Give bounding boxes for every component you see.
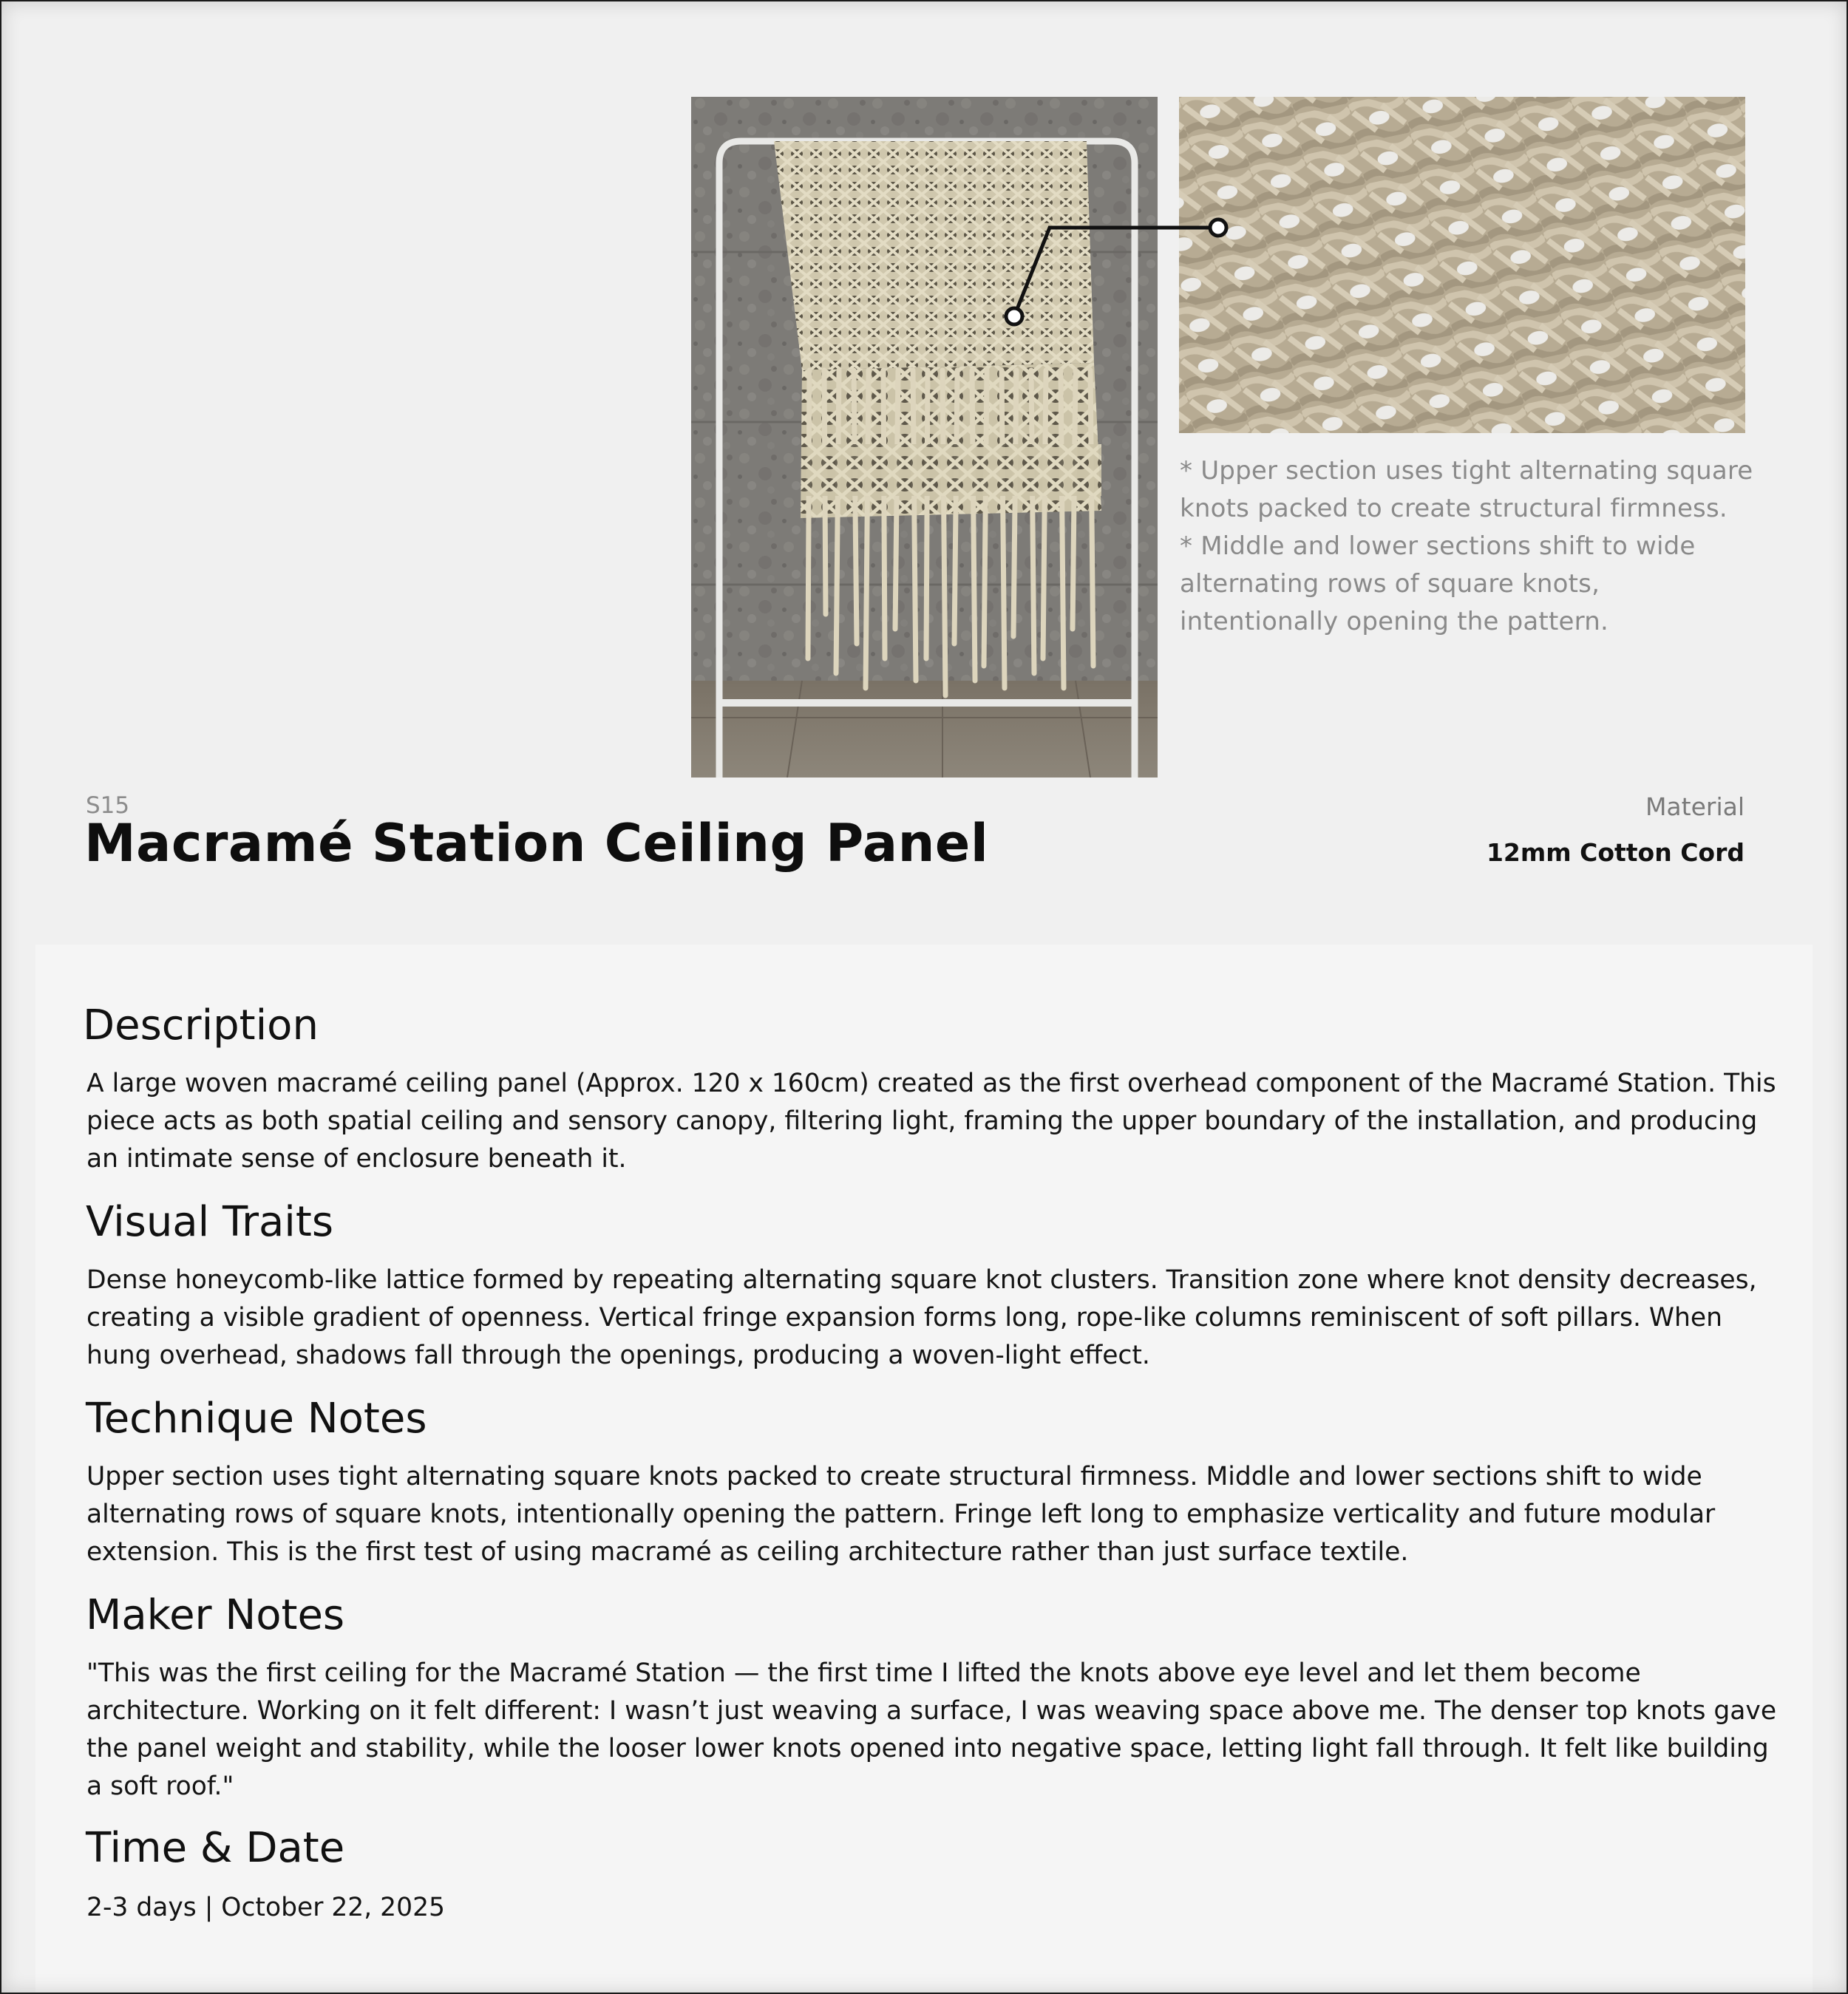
visual-traits-body: Dense honeycomb-like lattice formed by repeating alternating square knot clusters. Transition zone where knot density decreases, creating a visible gradient of openness. Vertical fringe expansion forms long, rope-like columns reminiscent of soft pillars. When hung overhead, shadows fall through the openings, producing a woven-light effect. — [86, 1265, 1757, 1370]
technique-notes-heading: Technique Notes — [86, 1395, 427, 1443]
item-code: S15 — [86, 792, 130, 819]
maker-notes-body: "This was the first ceiling for the Macramé Station — the first time I lifted the knots above eye level and let them become architecture. Working on it felt different: I wasn’t just weaving a surface, I was weaving space above me. The denser top knots gave the panel weight and stability, while the looser lower knots opened into negative space, letting light fall through. It felt like building a soft roof." — [86, 1658, 1777, 1801]
material-value: 12mm Cotton Cord — [1486, 838, 1745, 867]
macrame-panel-photo — [691, 97, 1158, 777]
knot-detail-photo — [1179, 97, 1745, 433]
description-body: A large woven macramé ceiling panel (Approx. 120 x 160cm) created as the first overhead component of the Macramé Station. This piece acts as both spatial ceiling and sensory canopy, filtering light, framing the upper boundary of the installation, and producing an intimate sense of enclosure beneath it. — [86, 1069, 1776, 1174]
visual-traits-heading: Visual Traits — [86, 1198, 333, 1246]
description-heading: Description — [83, 1001, 319, 1049]
technique-notes-body: Upper section uses tight alternating square knots packed to create structural firmness. Middle and lower sections shift to wide alternating rows of square knots, intentionally opening the pattern. Fringe left long to emphasize verticality and future modular extension. This is the first test of using macramé as ceiling architecture rather than just surface textile. — [86, 1462, 1716, 1567]
time-date-body: 2-3 days | October 22, 2025 — [86, 1893, 445, 1922]
detail-notes — [1180, 452, 1756, 641]
time-date-heading: Time & Date — [86, 1824, 345, 1872]
page-title: Macramé Station Ceiling Panel — [84, 813, 989, 874]
material-label: Material — [1645, 792, 1745, 821]
maker-notes-heading: Maker Notes — [86, 1591, 345, 1639]
detail-note: * Upper section uses tight alternating square knots packed to create structural firmness. — [1180, 456, 1753, 523]
detail-note: * Middle and lower sections shift to wide alternating rows of square knots, intentionally opening the pattern. — [1180, 531, 1696, 636]
